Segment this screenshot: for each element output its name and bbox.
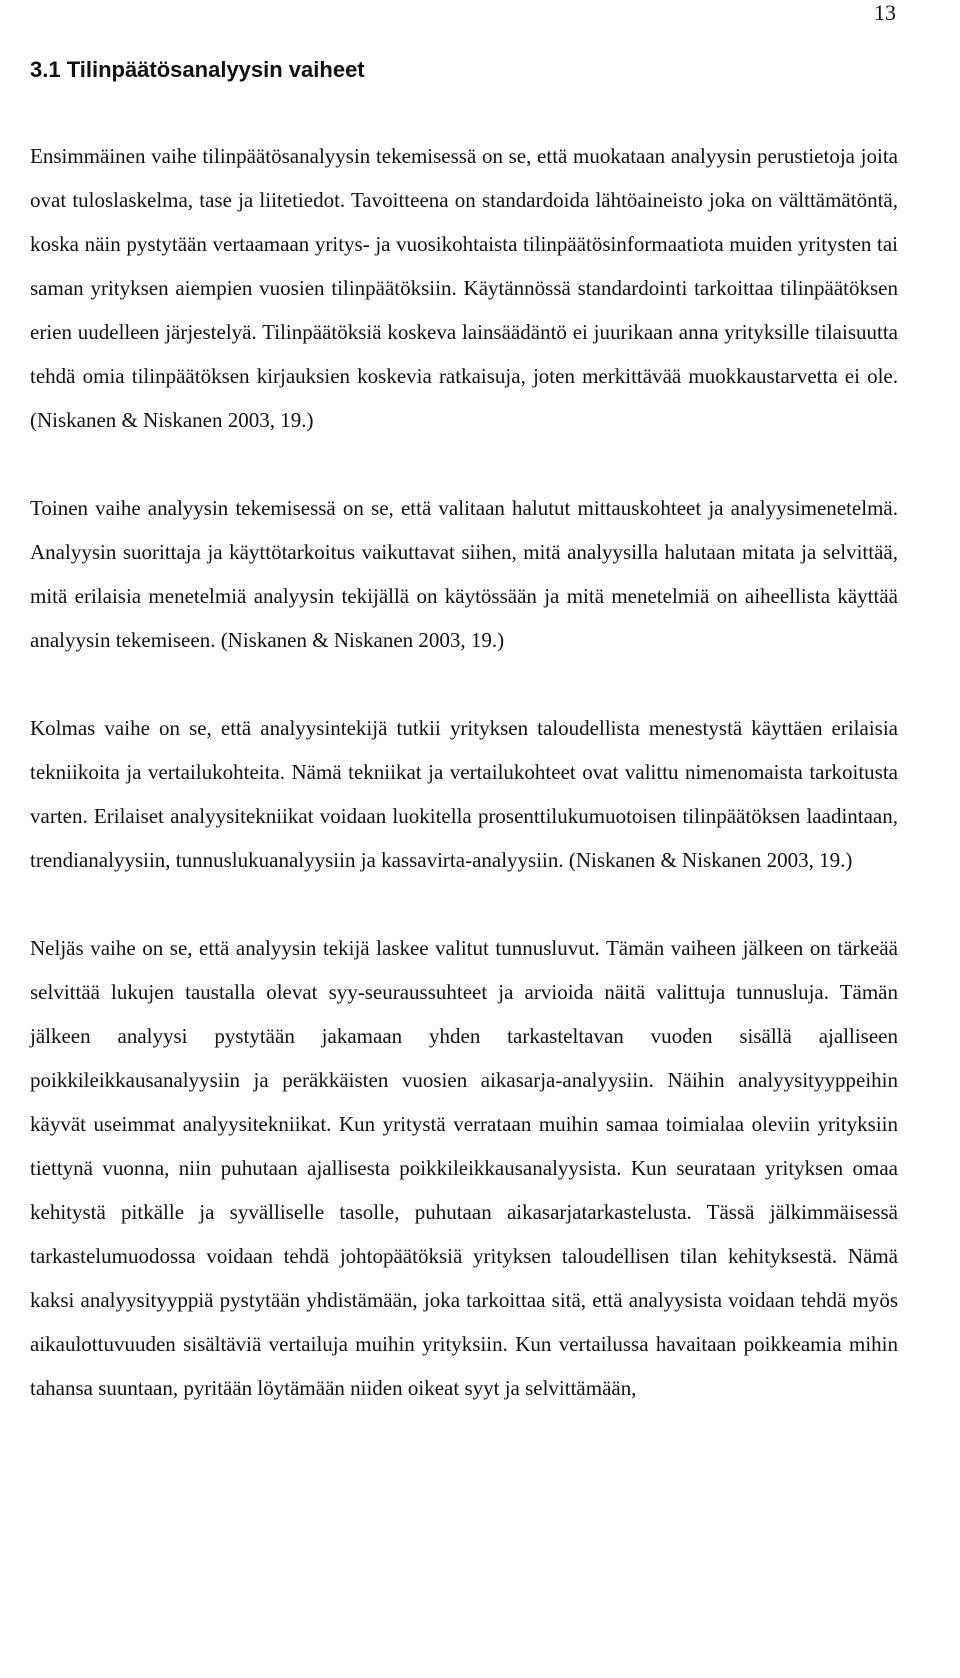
page-number: 13 xyxy=(874,0,896,25)
paragraph-first-phase: Ensimmäinen vaihe tilinpäätösanalyysin tekemisessä on se, että muokataan analyysin perustietoja joita ovat tuloslaskelma, tase ja liitetiedot. Tavoitteena on standardoida lähtöaineisto joka on välttämätöntä, koska näin pystytään vertaamaan yritys- ja vuosikohtaista tilinpäätösinformaatiota muiden yritysten tai saman yrityksen aiempien vuosien tilinpäätöksiin. Käytännössä standardointi tarkoittaa tilinpäätöksen erien uudelleen järjestelyä. Tilinpäätöksiä koskeva lainsäädäntö ei juurikaan anna yrityksille tilaisuutta tehdä omia tilinpäätöksen kirjauksien koskevia ratkaisuja, joten merkittävää muokkaustarvetta ei ole. (Niskanen & Niskanen 2003, 19.) xyxy=(30,144,898,432)
section-heading: 3.1 Tilinpäätösanalyysin vaiheet xyxy=(30,57,365,82)
paragraph-second-phase: Toinen vaihe analyysin tekemisessä on se, että valitaan halutut mittauskohteet ja analyysimenetelmä. Analyysin suorittaja ja käyttötarkoitus vaikuttavat siihen, mitä analyysilla halutaan mitata ja selvittää, mitä erilaisia menetelmiä analyysin tekijällä on käytössään ja mitä menetelmiä on aiheellista käyttää analyysin tekemiseen. (Niskanen & Niskanen 2003, 19.) xyxy=(30,496,898,652)
paragraph-third-phase: Kolmas vaihe on se, että analyysintekijä tutkii yrityksen taloudellista menestystä käyttäen erilaisia tekniikoita ja vertailukohteita. Nämä tekniikat ja vertailukohteet ovat valittu nimenomaista tarkoitusta varten. Erilaiset analyysitekniikat voidaan luokitella prosenttilukumuotoisen tilinpäätöksen laadintaan, trendianalyysiin, tunnuslukuanalyysiin ja kassavirta-analyysiin. (Niskanen & Niskanen 2003, 19.) xyxy=(30,716,898,872)
body-text xyxy=(30,134,898,1454)
paragraph-fourth-phase: Neljäs vaihe on se, että analyysin tekijä laskee valitut tunnusluvut. Tämän vaiheen jälkeen on tärkeää selvittää lukujen taustalla olevat syy-seuraussuhteet ja arvioida näitä valittuja tunnusluja. Tämän jälkeen analyysi pystytään jakamaan yhden tarkasteltavan vuoden sisällä ajalliseen poikkileikkausanalyysiin ja peräkkäisten vuosien aikasarja-analyysiin. Näihin analyysityyppeihin käyvät useimmat analyysitekniikat. Kun yritystä verrataan muihin samaa toimialaa oleviin yrityksiin tiettynä vuonna, niin puhutaan ajallisesta poikkileikkausanalyysista. Kun seurataan yrityksen omaa kehitystä pitkälle ja syvälliselle tasolle, puhutaan aikasarjatarkastelusta. Tässä jälkimmäisessä tarkastelumuodossa voidaan tehdä johtopäätöksiä yrityksen taloudellisen tilan kehityksestä. Nämä kaksi analyysityyppiä pystytään yhdistämään, joka tarkoittaa sitä, että analyysista voidaan tehdä myös aikaulottuvuuden sisältäviä vertailuja muihin yrityksiin. Kun vertailussa havaitaan poikkeamia mihin tahansa suuntaan, pyritään löytämään niiden oikeat syyt ja selvittämään, xyxy=(30,936,898,1400)
